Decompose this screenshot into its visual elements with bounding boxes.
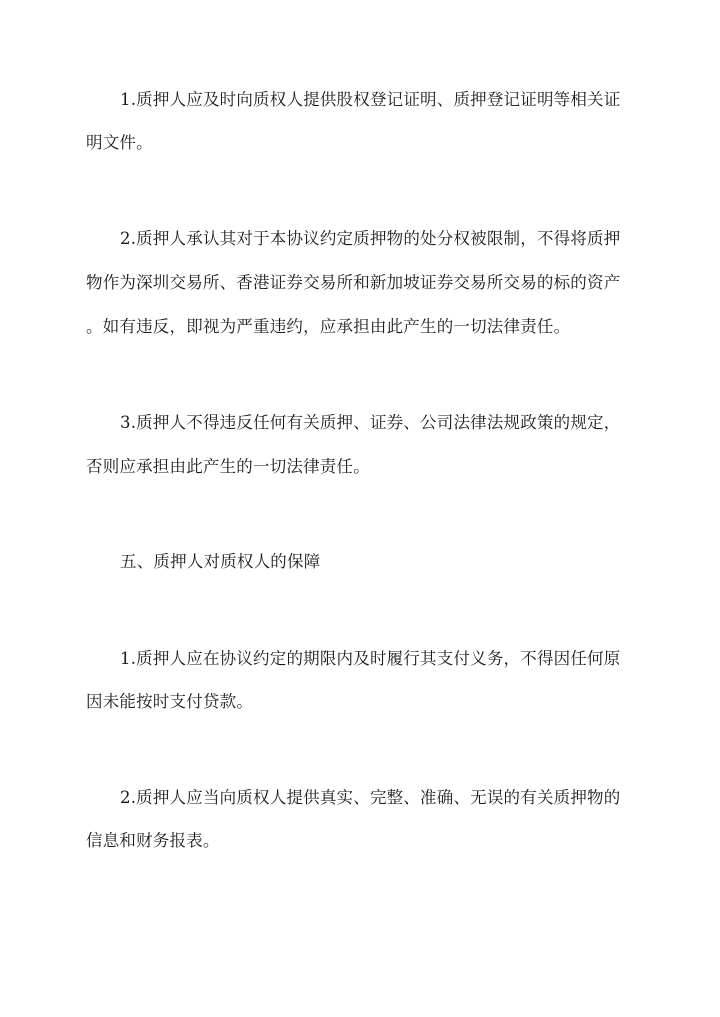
paragraph-6-line-1: 2.质押人应当向质权人提供真实、完整、准确、无误的有关质押物的 <box>120 788 621 807</box>
paragraph-2-line-3: 。如有违反，即视为严重违约，应承担由此产生的一切法律责任。 <box>86 317 571 336</box>
paragraph-5-line-2: 因未能按时支付贷款。 <box>86 692 253 711</box>
section-heading: 五、质押人对质权人的保障 <box>120 552 321 571</box>
paragraph-3-line-1: 3.质押人不得违反任何有关质押、证券、公司法律法规政策的规定， <box>120 413 621 432</box>
paragraph-3-line-2: 否则应承担由此产生的一切法律责任。 <box>86 457 370 476</box>
paragraph-5-line-1: 1.质押人应在协议约定的期限内及时履行其支付义务，不得因任何原 <box>120 649 621 668</box>
paragraph-1-line-1: 1.质押人应及时向质权人提供股权登记证明、质押登记证明等相关证 <box>120 90 621 109</box>
paragraph-2-line-1: 2.质押人承认其对于本协议约定质押物的处分权被限制，不得将质押 <box>120 229 621 248</box>
paragraph-6-line-2: 信息和财务报表。 <box>86 831 220 850</box>
paragraph-2-line-2: 物作为深圳交易所、香港证券交易所和新加坡证券交易所交易的标的资产 <box>86 273 621 292</box>
paragraph-1-line-2: 明文件。 <box>86 133 153 152</box>
